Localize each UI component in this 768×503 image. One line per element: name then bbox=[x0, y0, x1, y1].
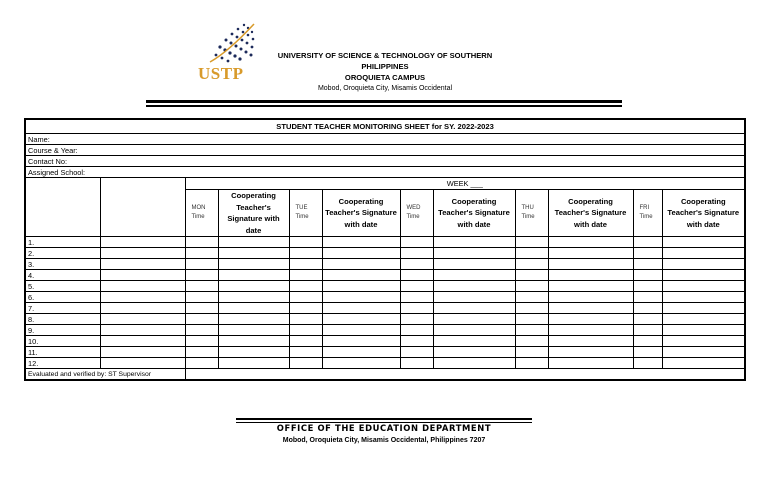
entry-cell[interactable] bbox=[662, 281, 745, 292]
entry-cell[interactable] bbox=[662, 358, 745, 369]
footer-rule-thick bbox=[236, 418, 532, 420]
table-row bbox=[25, 292, 745, 303]
entry-cell[interactable] bbox=[662, 325, 745, 336]
entry-cell[interactable] bbox=[548, 336, 633, 347]
entry-cell[interactable] bbox=[548, 248, 633, 259]
entry-cell[interactable] bbox=[185, 325, 218, 336]
field-course-year[interactable]: Course & Year: bbox=[25, 145, 745, 156]
header-rule-thin bbox=[146, 105, 622, 107]
entry-cell[interactable] bbox=[185, 358, 218, 369]
row-number: 7. bbox=[25, 303, 100, 314]
entry-cell[interactable] bbox=[322, 325, 400, 336]
entry-cell[interactable] bbox=[515, 248, 548, 259]
entry-cell[interactable] bbox=[400, 314, 433, 325]
entry-cell[interactable] bbox=[548, 237, 633, 248]
entry-cell[interactable] bbox=[515, 270, 548, 281]
entry-cell[interactable] bbox=[433, 292, 515, 303]
entry-cell[interactable] bbox=[515, 336, 548, 347]
entry-cell[interactable] bbox=[100, 325, 185, 336]
table-row bbox=[25, 358, 745, 369]
blank-header-1 bbox=[25, 178, 100, 237]
office-address: Mobod, Oroquieta City, Misamis Occidental, Philippines 7207 bbox=[282, 437, 486, 444]
field-name[interactable]: Name: bbox=[25, 134, 745, 145]
entry-cell[interactable] bbox=[633, 325, 662, 336]
entry-cell[interactable] bbox=[433, 325, 515, 336]
entry-cell[interactable] bbox=[322, 270, 400, 281]
entry-cell[interactable] bbox=[400, 325, 433, 336]
table-row bbox=[25, 259, 745, 270]
row-number: 3. bbox=[25, 259, 100, 270]
header-rule-thick bbox=[146, 100, 622, 103]
table-row bbox=[25, 325, 745, 336]
row-number: 5. bbox=[25, 281, 100, 292]
row-number: 1. bbox=[25, 237, 100, 248]
entry-cell[interactable] bbox=[633, 248, 662, 259]
entry-cell[interactable] bbox=[515, 259, 548, 270]
entry-cell[interactable] bbox=[100, 248, 185, 259]
entry-cell[interactable] bbox=[322, 347, 400, 358]
entry-cell[interactable] bbox=[633, 303, 662, 314]
table-row bbox=[25, 347, 745, 358]
entry-cell[interactable] bbox=[218, 237, 289, 248]
entry-cell[interactable] bbox=[548, 259, 633, 270]
entry-cell[interactable] bbox=[433, 248, 515, 259]
entry-cell[interactable] bbox=[322, 259, 400, 270]
entry-cell[interactable] bbox=[548, 314, 633, 325]
row-number: 2. bbox=[25, 248, 100, 259]
blank-header-2 bbox=[100, 178, 185, 237]
ustp-logo bbox=[198, 22, 258, 82]
entry-cell[interactable] bbox=[433, 281, 515, 292]
sheet-title: STUDENT TEACHER MONITORING SHEET for SY. 2022-2023 bbox=[25, 119, 745, 134]
entry-cell[interactable] bbox=[289, 237, 322, 248]
entry-cell[interactable] bbox=[633, 270, 662, 281]
entry-cell[interactable] bbox=[400, 237, 433, 248]
entry-cell[interactable] bbox=[218, 259, 289, 270]
entry-cell[interactable] bbox=[322, 303, 400, 314]
signature-header-thu: Cooperating Teacher's Signature with date bbox=[548, 190, 633, 237]
entry-cell[interactable] bbox=[400, 347, 433, 358]
entry-cell[interactable] bbox=[100, 347, 185, 358]
entry-cell[interactable] bbox=[185, 303, 218, 314]
signature-header-fri: Cooperating Teacher's Signature with date bbox=[662, 190, 745, 237]
day-fri-header: FRI Time bbox=[633, 190, 662, 237]
entry-cell[interactable] bbox=[400, 358, 433, 369]
entry-cell[interactable] bbox=[515, 237, 548, 248]
entry-cell[interactable] bbox=[289, 347, 322, 358]
entry-cell[interactable] bbox=[633, 281, 662, 292]
entry-cell[interactable] bbox=[662, 336, 745, 347]
entry-cell[interactable] bbox=[185, 347, 218, 358]
entry-cell[interactable] bbox=[185, 336, 218, 347]
entry-cell[interactable] bbox=[185, 248, 218, 259]
entry-cell[interactable] bbox=[515, 303, 548, 314]
row-number: 6. bbox=[25, 292, 100, 303]
entry-cell[interactable] bbox=[218, 314, 289, 325]
entry-cell[interactable] bbox=[218, 358, 289, 369]
entry-cell[interactable] bbox=[633, 314, 662, 325]
entry-cell[interactable] bbox=[289, 303, 322, 314]
entry-cell[interactable] bbox=[185, 281, 218, 292]
logo-text: USTP bbox=[198, 64, 244, 83]
entry-cell[interactable] bbox=[185, 292, 218, 303]
entry-cell[interactable] bbox=[548, 347, 633, 358]
entry-cell[interactable] bbox=[400, 259, 433, 270]
entry-cell[interactable] bbox=[218, 336, 289, 347]
entry-cell[interactable] bbox=[218, 281, 289, 292]
table-row bbox=[25, 281, 745, 292]
entry-cell[interactable] bbox=[433, 314, 515, 325]
entry-cell[interactable] bbox=[662, 292, 745, 303]
entry-cell[interactable] bbox=[515, 314, 548, 325]
entry-cell[interactable] bbox=[633, 259, 662, 270]
entry-cell[interactable] bbox=[400, 281, 433, 292]
entry-cell[interactable] bbox=[548, 358, 633, 369]
entry-cell[interactable] bbox=[100, 281, 185, 292]
entry-cell[interactable] bbox=[400, 292, 433, 303]
entry-cell[interactable] bbox=[515, 347, 548, 358]
signature-header-mon: Cooperating Teacher's Signature with date bbox=[218, 190, 289, 237]
entry-cell[interactable] bbox=[185, 270, 218, 281]
entry-cell[interactable] bbox=[185, 314, 218, 325]
row-number: 9. bbox=[25, 325, 100, 336]
row-number: 10. bbox=[25, 336, 100, 347]
entry-cell[interactable] bbox=[662, 237, 745, 248]
campus-address: Mobod, Oroquieta City, Misamis Occidental bbox=[317, 85, 453, 92]
entry-cell[interactable] bbox=[515, 292, 548, 303]
entry-cell[interactable] bbox=[218, 347, 289, 358]
table-row bbox=[25, 303, 745, 314]
entry-cell[interactable] bbox=[289, 292, 322, 303]
entry-cell[interactable] bbox=[289, 358, 322, 369]
table-row bbox=[25, 314, 745, 325]
signature-header-wed: Cooperating Teacher's Signature with date bbox=[433, 190, 515, 237]
field-contact-no[interactable]: Contact No: bbox=[25, 156, 745, 167]
entry-cell[interactable] bbox=[322, 358, 400, 369]
row-number: 11. bbox=[25, 347, 100, 358]
day-tue-header: TUE Time bbox=[289, 190, 322, 237]
entry-cell[interactable] bbox=[548, 292, 633, 303]
entry-cell[interactable] bbox=[433, 336, 515, 347]
entry-cell[interactable] bbox=[662, 347, 745, 358]
letterhead bbox=[198, 22, 528, 92]
day-thu-header: THU Time bbox=[515, 190, 548, 237]
entry-cell[interactable] bbox=[100, 259, 185, 270]
entry-cell[interactable] bbox=[289, 248, 322, 259]
entry-cell[interactable] bbox=[662, 259, 745, 270]
entry-cell[interactable] bbox=[100, 292, 185, 303]
entry-cell[interactable] bbox=[289, 325, 322, 336]
university-name: UNIVERSITY OF SCIENCE & TECHNOLOGY OF SOUTHERN PHILIPPINES bbox=[277, 51, 493, 71]
table-row bbox=[25, 270, 745, 281]
entry-cell[interactable] bbox=[548, 325, 633, 336]
evaluated-by: Evaluated and verified by: ST Supervisor bbox=[25, 369, 185, 381]
entry-cell[interactable] bbox=[548, 281, 633, 292]
campus-name: OROQUIETA CAMPUS bbox=[344, 73, 426, 82]
entry-cell[interactable] bbox=[100, 336, 185, 347]
monitoring-sheet bbox=[24, 118, 746, 381]
entry-cell[interactable] bbox=[289, 259, 322, 270]
entry-cell[interactable] bbox=[289, 270, 322, 281]
entry-cell[interactable] bbox=[218, 270, 289, 281]
table-row bbox=[25, 248, 745, 259]
week-label: WEEK ___ bbox=[185, 178, 745, 190]
row-number: 4. bbox=[25, 270, 100, 281]
entry-cell[interactable] bbox=[322, 281, 400, 292]
entry-cell[interactable] bbox=[633, 347, 662, 358]
entry-cell[interactable] bbox=[289, 336, 322, 347]
entry-cell[interactable] bbox=[433, 358, 515, 369]
signature-header-tue: Cooperating Teacher's Signature with date bbox=[322, 190, 400, 237]
entry-cell[interactable] bbox=[433, 270, 515, 281]
entry-cell[interactable] bbox=[548, 270, 633, 281]
entry-cell[interactable] bbox=[548, 303, 633, 314]
entry-cell[interactable] bbox=[322, 248, 400, 259]
entry-cell[interactable] bbox=[633, 358, 662, 369]
entry-cell[interactable] bbox=[218, 325, 289, 336]
entry-cell[interactable] bbox=[100, 314, 185, 325]
entry-cell[interactable] bbox=[322, 237, 400, 248]
row-number: 12. bbox=[25, 358, 100, 369]
entry-cell[interactable] bbox=[400, 336, 433, 347]
entry-cell[interactable] bbox=[185, 259, 218, 270]
entry-cell[interactable] bbox=[433, 259, 515, 270]
university-block bbox=[256, 50, 514, 94]
entry-cell[interactable] bbox=[400, 248, 433, 259]
entry-cell[interactable] bbox=[433, 303, 515, 314]
entry-cell[interactable] bbox=[185, 237, 218, 248]
field-assigned-school[interactable]: Assigned School: bbox=[25, 167, 745, 178]
entry-cell[interactable] bbox=[662, 270, 745, 281]
entry-cell[interactable] bbox=[322, 292, 400, 303]
entry-cell[interactable] bbox=[218, 248, 289, 259]
office-name: OFFICE OF THE EDUCATION DEPARTMENT bbox=[276, 423, 492, 433]
entry-cell[interactable] bbox=[100, 303, 185, 314]
day-mon-header: MON Time bbox=[185, 190, 218, 237]
row-number: 8. bbox=[25, 314, 100, 325]
entry-cell[interactable] bbox=[633, 237, 662, 248]
entry-cell[interactable] bbox=[218, 292, 289, 303]
entry-cell[interactable] bbox=[322, 314, 400, 325]
entry-cell[interactable] bbox=[400, 270, 433, 281]
entry-cell[interactable] bbox=[662, 314, 745, 325]
entry-cell[interactable] bbox=[515, 281, 548, 292]
entry-cell[interactable] bbox=[662, 248, 745, 259]
entry-cell[interactable] bbox=[100, 358, 185, 369]
entry-cell[interactable] bbox=[633, 336, 662, 347]
logo-dots-icon bbox=[208, 22, 258, 64]
entry-cell[interactable] bbox=[100, 237, 185, 248]
entry-cell[interactable] bbox=[289, 281, 322, 292]
entry-cell[interactable] bbox=[662, 303, 745, 314]
entry-cell[interactable] bbox=[633, 292, 662, 303]
entry-cell[interactable] bbox=[515, 325, 548, 336]
table-row bbox=[25, 237, 745, 248]
entry-cell[interactable] bbox=[515, 358, 548, 369]
entry-cell[interactable] bbox=[289, 314, 322, 325]
evaluated-signature-cell[interactable] bbox=[185, 369, 745, 381]
entry-cell[interactable] bbox=[400, 303, 433, 314]
table-row bbox=[25, 336, 745, 347]
entry-cell[interactable] bbox=[322, 336, 400, 347]
entry-cell[interactable] bbox=[218, 303, 289, 314]
day-wed-header: WED Time bbox=[400, 190, 433, 237]
entry-cell[interactable] bbox=[100, 270, 185, 281]
entry-cell[interactable] bbox=[433, 347, 515, 358]
entry-cell[interactable] bbox=[433, 237, 515, 248]
